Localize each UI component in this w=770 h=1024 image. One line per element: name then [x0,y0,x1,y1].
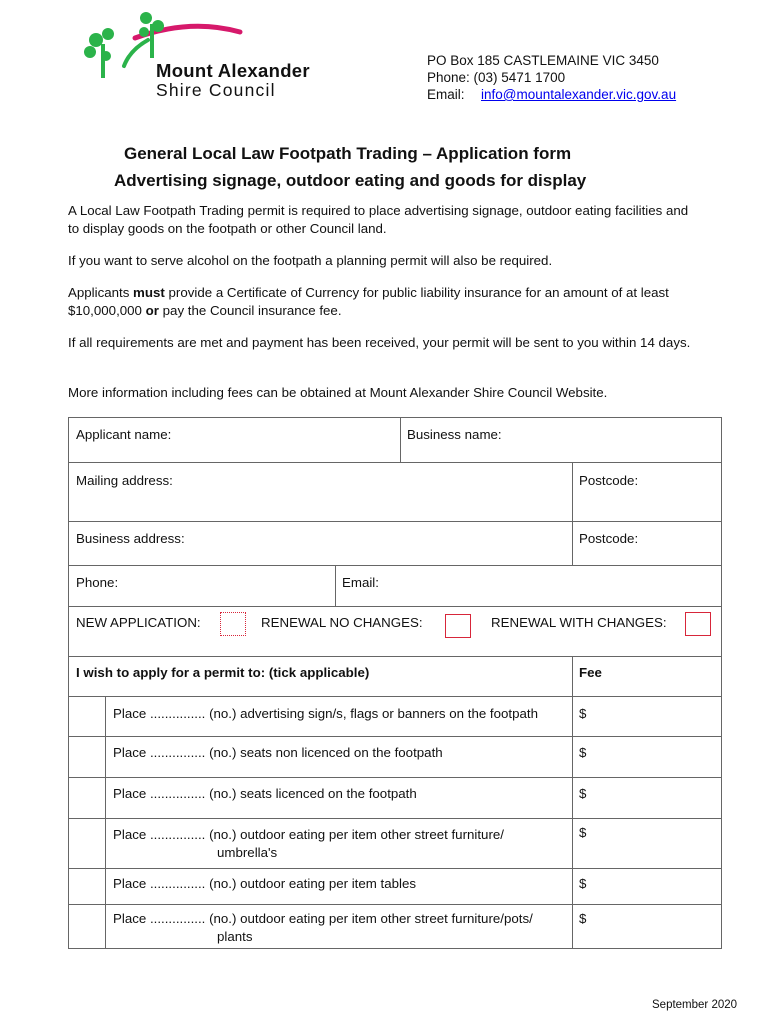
application-form [68,417,722,949]
permit-item-text-cont: umbrella's [217,845,278,860]
tick-column-divider [105,869,106,904]
permit-item-row [69,778,721,819]
fee-value: $ [579,745,587,760]
mailing-postcode-cell[interactable] [572,463,721,521]
fee-value: $ [579,911,587,926]
fee-cell[interactable] [572,905,721,948]
applicant-name-label: Applicant name: [76,427,172,442]
page-title: General Local Law Footpath Trading – Application form [124,144,572,163]
renewal-with-changes-label: RENEWAL WITH CHANGES: [491,615,667,630]
fee-cell[interactable] [572,869,721,904]
tick-column-divider [105,819,106,868]
new-application-label: NEW APPLICATION: [76,615,201,630]
contact-block [427,52,676,103]
tick-column-divider [105,778,106,818]
email-label: Email: [427,87,465,102]
business-postcode-label: Postcode: [579,531,639,546]
business-postcode-cell[interactable] [572,522,721,565]
new-application-checkbox[interactable] [220,612,246,636]
row-names [69,418,721,463]
email-cell[interactable] [335,566,721,606]
permit-item-row [69,819,721,869]
email-line [427,86,676,103]
logo-text-line2: Shire Council [156,80,276,100]
row-business-address [69,522,721,566]
intro-paragraph-timing: If all requirements are met and payment has been received, your permit will be sent to you within 14 days. [68,335,691,350]
permit-item-text: Place ............... (no.) outdoor eating per item tables [113,876,417,891]
permit-item-row [69,737,721,778]
insurance-or: or [145,302,159,318]
email-field-label: Email: [342,575,379,590]
fee-value: $ [579,706,587,721]
permit-item-text: Place ............... (no.) outdoor eating per item other street furniture/pots/ [113,911,533,926]
mailing-address-label: Mailing address: [76,473,173,488]
intro-paragraph-info: More information including fees can be obtained at Mount Alexander Shire Council Website. [68,385,608,400]
fee-value: $ [579,825,587,840]
intro-paragraph-permit: A Local Law Footpath Trading permit is required to place advertising signage, outdoor eating facilities and to display goods on the footpath or other Council land. [68,203,689,236]
insurance-text-mid: provide a Certificate of Currency for public liability insurance for an amount of at least $10,000,000 [68,285,669,318]
postal-address: PO Box 185 CASTLEMAINE VIC 3450 [427,53,659,68]
tick-column-divider [105,905,106,948]
renewal-no-changes-checkbox[interactable] [445,614,471,638]
fee-header-cell [572,657,721,696]
fee-cell[interactable] [572,737,721,777]
row-contact [69,566,721,607]
permit-item-text: Place ............... (no.) advertising sign/s, flags or banners on the footpath [113,706,538,721]
permit-item-text-cont: plants [217,929,253,944]
row-permit-header [69,657,721,697]
phone-number: Phone: (03) 5471 1700 [427,70,566,85]
tick-column-divider [105,697,106,736]
permit-item-row [69,697,721,737]
phone-label: Phone: [76,575,119,590]
page-subtitle: Advertising signage, outdoor eating and goods for display [114,171,587,190]
fee-value: $ [579,786,587,801]
renewal-no-changes-label: RENEWAL NO CHANGES: [261,615,423,630]
insurance-text-start: Applicants [68,285,134,300]
fee-cell[interactable] [572,819,721,868]
insurance-must: must [133,285,165,300]
business-name-label: Business name: [407,427,502,442]
permit-item-row [69,869,721,905]
footer-date: September 2020 [652,999,738,1011]
permit-item-text: Place ............... (no.) seats licenced on the footpath [113,786,417,801]
logo-text-line1: Mount Alexander [156,60,310,81]
row-mailing-address [69,463,721,522]
insurance-text-end: pay the Council insurance fee. [158,302,342,318]
row-application-type [69,607,721,657]
fee-value: $ [579,876,587,891]
intro-paragraph-insurance [68,284,694,319]
mailing-postcode-label: Postcode: [579,473,639,488]
fee-header-label: Fee [579,665,602,680]
permit-item-text: Place ............... (no.) seats non licenced on the footpath [113,745,443,760]
business-address-label: Business address: [76,531,185,546]
permit-header-label: I wish to apply for a permit to: (tick applicable) [76,665,370,680]
email-link[interactable]: info@mountalexander.vic.gov.au [481,87,677,102]
fee-cell[interactable] [572,778,721,818]
permit-item-row [69,905,721,949]
fee-cell[interactable] [572,697,721,736]
tick-column-divider [105,737,106,777]
permit-item-text: Place ............... (no.) outdoor eating per item other street furniture/ [113,827,504,842]
intro-paragraph-alcohol: If you want to serve alcohol on the footpath a planning permit will also be required. [68,253,553,268]
renewal-with-changes-checkbox[interactable] [685,612,711,636]
business-name-cell[interactable] [400,418,721,462]
